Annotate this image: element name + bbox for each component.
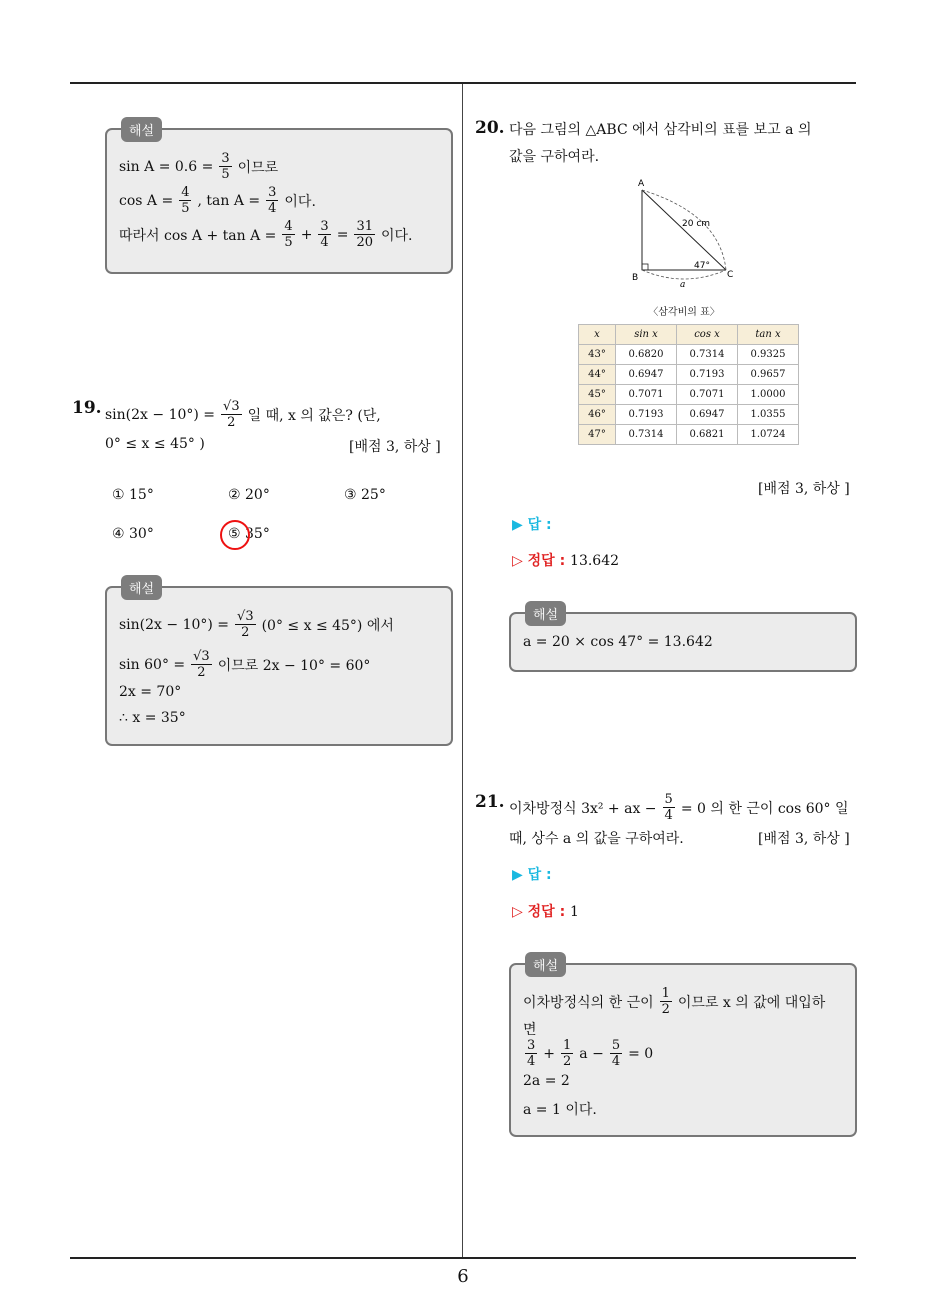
table-cell: 0.6947: [616, 365, 677, 385]
table-header: x: [579, 325, 616, 345]
solution-tag: 해설: [121, 575, 162, 600]
math-text: 이므로 2x − 10° = 60°: [217, 657, 371, 674]
table-row: [579, 385, 799, 405]
q21-sol-line4: a = 1 이다.: [523, 1102, 597, 1118]
fraction: $\frac{5}{4}$: [664, 792, 673, 823]
math-text: , tan A =: [197, 192, 261, 209]
table-header: tan x: [738, 325, 799, 345]
math-text: a −: [579, 1045, 604, 1062]
table-caption: 〈삼각비의 표〉: [648, 307, 720, 318]
q21-stem-line1: [509, 793, 849, 822]
question-number: 21.: [475, 792, 505, 812]
math-text: sin 60° =: [119, 656, 186, 673]
q19-sol-line2: [119, 650, 370, 679]
table-cell: 47°: [579, 425, 616, 445]
q21-solution-box: [509, 959, 857, 1137]
q18-solution-box: [105, 124, 453, 274]
table-cell: 0.7193: [677, 365, 738, 385]
page-number: 6: [457, 1266, 469, 1287]
math-text: sin(2x − 10°) =: [105, 406, 216, 423]
math-text: 이므로: [237, 159, 279, 176]
math-text: sin(2x − 10°) =: [119, 616, 230, 633]
q21-sol-line2: [523, 1039, 653, 1068]
fraction: $\frac{31}{20}$: [356, 219, 373, 250]
q19-sol-line3: 2x = 70°: [119, 684, 182, 700]
q20-stem-line1: 다음 그림의 △ABC 에서 삼각비의 표를 보고 a 의: [509, 122, 812, 138]
score-difficulty: [배점 3, 하상 ]: [349, 439, 441, 455]
fraction: $\frac{3}{4}$: [527, 1038, 536, 1069]
q21-sol-line1: [523, 987, 825, 1016]
table-cell: 0.7193: [616, 405, 677, 425]
table-cell: 1.0724: [738, 425, 799, 445]
fraction: $\frac{4}{5}$: [181, 185, 190, 216]
choice-3[interactable]: ③ 25°: [344, 487, 386, 503]
bottom-rule: [70, 1257, 856, 1259]
math-text: 일 때, x 의 값은? (단,: [247, 407, 381, 424]
table-header: cos x: [677, 325, 738, 345]
solution-tag: 해설: [525, 952, 566, 977]
q20-stem-line2: 값을 구하여라.: [509, 149, 600, 165]
q18-sol-line3: [119, 220, 412, 249]
table-cell: 45°: [579, 385, 616, 405]
table-cell: 0.9325: [738, 345, 799, 365]
q19-sol-line1: [119, 610, 394, 639]
choice-2[interactable]: ② 20°: [228, 487, 270, 503]
choice-5[interactable]: ⑤ 35°: [228, 526, 270, 542]
fraction: $\frac{1}{2}$: [563, 1038, 572, 1069]
math-text: 이다.: [284, 193, 316, 210]
fraction: $\frac{√3}{2}$: [223, 399, 240, 430]
math-text: +: [543, 1045, 556, 1062]
vertex-a-label: A: [638, 179, 645, 189]
score-difficulty: [배점 3, 하상 ]: [758, 481, 850, 497]
choice-1[interactable]: ① 15°: [112, 487, 154, 503]
table-row: [579, 425, 799, 445]
math-text: 이므로 x 의 값에 대입하: [677, 994, 826, 1011]
q19-solution-box: [105, 582, 453, 746]
table-header-row: [579, 325, 799, 345]
q19-sol-line4: ∴ x = 35°: [119, 710, 186, 726]
q20-sol-line1: a = 20 × cos 47° = 13.642: [523, 634, 713, 650]
table-cell: 0.6821: [677, 425, 738, 445]
q20-solution-box: [509, 608, 857, 672]
answer-label: ▶ 답 :: [512, 517, 552, 533]
choice-4[interactable]: ④ 30°: [112, 526, 154, 542]
fraction: $\frac{√3}{2}$: [237, 609, 254, 640]
correct-answer-row: [512, 901, 579, 921]
question-number: 19.: [72, 398, 102, 418]
math-text: 따라서 cos A + tan A =: [119, 227, 277, 244]
selected-answer-circle-icon: [220, 520, 250, 550]
math-text: 이차방정식의 한 근이: [523, 994, 654, 1011]
fraction: $\frac{3}{5}$: [221, 151, 230, 182]
table-cell: 1.0355: [738, 405, 799, 425]
table-cell: 0.7314: [616, 425, 677, 445]
table-cell: 0.7071: [616, 385, 677, 405]
math-text: (0° ≤ x ≤ 45°) 에서: [261, 617, 394, 634]
hypotenuse-label: 20 cm: [682, 219, 711, 229]
math-text: =: [336, 226, 349, 243]
question-number: 20.: [475, 118, 505, 138]
correct-answer-label: ▷ 정답 :: [512, 904, 566, 920]
correct-answer-row: [512, 550, 619, 570]
table-row: [579, 345, 799, 365]
fraction: $\frac{5}{4}$: [611, 1038, 621, 1069]
base-label: a: [680, 280, 686, 290]
angle-label: 47°: [694, 261, 710, 271]
q21-sol-line3: 2a = 2: [523, 1073, 570, 1089]
table-cell: 0.7071: [677, 385, 738, 405]
q21-stem-line2: 때, 상수 a 의 값을 구하여라.: [509, 831, 684, 847]
top-rule: [70, 82, 856, 84]
table-cell: 1.0000: [738, 385, 799, 405]
fraction: $\frac{1}{2}$: [661, 986, 670, 1017]
score-difficulty: [배점 3, 하상 ]: [758, 831, 850, 847]
math-text: = 0: [628, 1045, 654, 1062]
table-cell: 0.6947: [677, 405, 738, 425]
math-text: 이차방정식 3x² + ax −: [509, 800, 657, 817]
answer-label: ▶ 답 :: [512, 867, 552, 883]
vertex-c-label: C: [727, 270, 734, 280]
math-text: 이다.: [380, 227, 413, 244]
table-header: sin x: [616, 325, 677, 345]
table-row: [579, 405, 799, 425]
correct-answer-value: 1: [570, 904, 579, 920]
correct-answer-label: ▷ 정답 :: [512, 553, 566, 569]
fraction: $\frac{3}{4}$: [320, 219, 329, 250]
solution-tag: 해설: [525, 601, 566, 626]
vertex-b-label: B: [632, 273, 639, 283]
table-cell: 46°: [579, 405, 616, 425]
math-text: cos A =: [119, 192, 174, 209]
q19-stem-line2: 0° ≤ x ≤ 45° ): [105, 436, 205, 452]
fraction: $\frac{√3}{2}$: [193, 649, 210, 680]
math-text: = 0 의 한 근이 cos 60° 일: [680, 800, 849, 817]
table-cell: 0.9657: [738, 365, 799, 385]
table-cell: 0.7314: [677, 345, 738, 365]
solution-tag: 해설: [121, 117, 162, 142]
q19-stem-line1: [105, 400, 381, 429]
table-row: [579, 365, 799, 385]
table-cell: 43°: [579, 345, 616, 365]
q21-sol-line1b: 면: [523, 1022, 537, 1038]
math-text: sin A = 0.6 =: [119, 158, 214, 175]
correct-answer-value: 13.642: [570, 553, 620, 569]
table-cell: 0.6820: [616, 345, 677, 365]
math-text: +: [300, 226, 313, 243]
column-separator: [462, 84, 463, 1258]
triangle-figure: [620, 174, 750, 292]
q18-sol-line1: [119, 152, 278, 181]
fraction: $\frac{3}{4}$: [268, 185, 277, 216]
fraction: $\frac{4}{5}$: [284, 219, 293, 250]
table-cell: 44°: [579, 365, 616, 385]
q18-sol-line2: [119, 186, 316, 215]
trig-table: [578, 324, 799, 445]
